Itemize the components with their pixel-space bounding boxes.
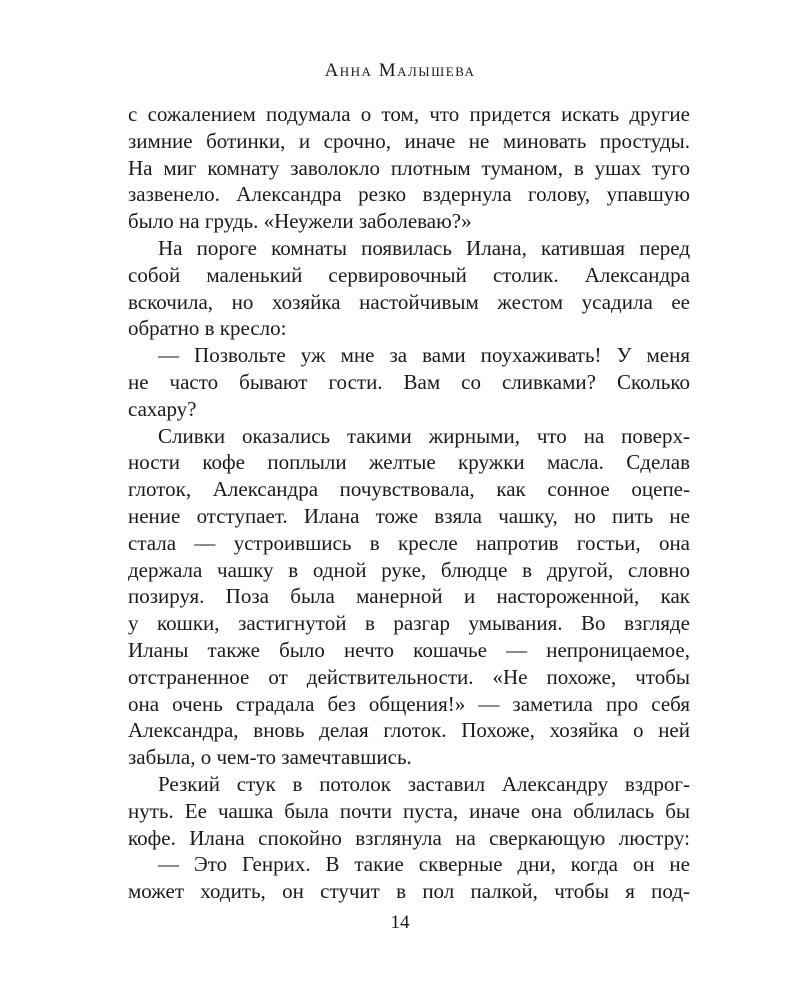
text-line: было на грудь. «Неужели заболеваю?» [128,209,472,234]
text-line: ности кофе поплыли желтые кружки масла. Сделав [128,450,690,475]
text-line: зазвенело. Александра резко вздернула голову, упавшую [128,182,690,207]
text-line: — Позвольте уж мне за вами поухаживать! У меня [158,343,690,368]
text-line: вскочила, но хозяйка настойчивым жестом усадила ее [128,289,690,314]
text-line: обратно в кресло: [128,316,287,341]
text-line: сахару? [128,396,197,421]
text-line: с сожалением подумала о том, что придется искать другие [128,102,690,126]
body-text [128,101,690,905]
text-line: держала чашку в одной руке, блюдце в другой, словно [128,557,690,582]
text-line: стала — устроившись в кресле напротив гостьи, она [128,530,690,555]
text-line: может ходить, он стучит в пол палкой, чтобы я под- [128,879,690,904]
text-line: зимние ботинки, и срочно, иначе не миновать простуды. [128,128,690,153]
text-line: кофе. Илана спокойно взглянула на сверкающую люстру: [128,825,690,850]
text-line: — Это Генрих. В такие скверные дни, когда он не [158,852,690,877]
text-line: не часто бывают гости. Вам со сливками? Сколько [128,369,690,394]
text-line: Александра, вновь делая глоток. Похоже, хозяйка о ней [128,718,690,743]
text-line: На пороге комнаты появилась Илана, катившая перед [158,235,690,260]
text-line: На миг комнату заволокло плотным туманом, в ушах туго [128,155,690,180]
text-line: она очень страдала без общения!» — заметила про себя [128,691,690,716]
text-line: забыла, о чем-то замечтавшись. [128,745,412,770]
text-line: у кошки, застигнутой в разгар умывания. Во взгляде [128,611,690,636]
text-line: нение отступает. Илана тоже взяла чашку, но пить не [128,503,690,528]
text-line: глоток, Александра почувствовала, как сонное оцепе- [128,477,690,502]
text-line: нуть. Ее чашка была почти пуста, иначе она облилась бы [128,798,690,823]
running-head: Анна Малышева [324,60,476,81]
text-line: собой маленький сервировочный столик. Александра [128,262,690,287]
text-line: Резкий стук в потолок заставил Александру вздрог- [158,771,690,796]
page-number: 14 [390,912,410,933]
text-line: Иланы также было нечто кошачье — непроницаемое, [128,637,690,662]
text-line: позируя. Поза была манерной и настороженной, как [128,584,690,609]
text-line: отстраненное от действительности. «Не похоже, чтобы [128,664,690,689]
text-line: Сливки оказались такими жирными, что на поверх- [158,423,690,448]
